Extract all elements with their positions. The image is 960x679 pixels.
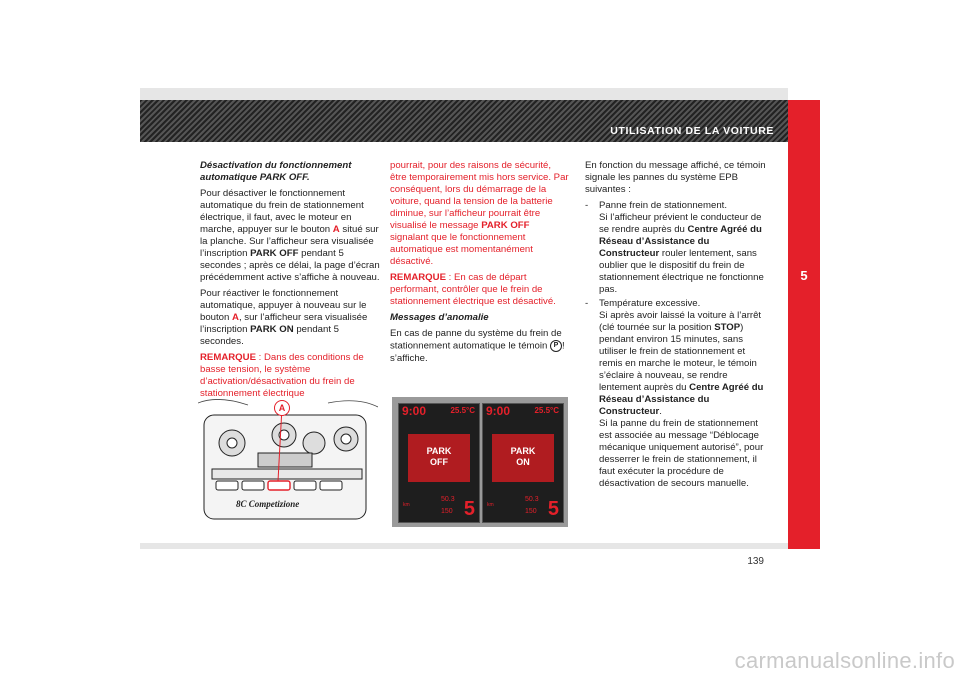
- trip-value: 50.3: [525, 496, 539, 503]
- temperature: 25.5°C: [534, 406, 559, 415]
- page-number: 139: [747, 556, 764, 567]
- bullet-dash: -: [585, 298, 589, 309]
- watermark: carmanualsonline.info: [734, 648, 955, 673]
- text: Pour réactiver le fonctionnement automatique, appuyer à nouveau sur le bouton: [200, 288, 367, 323]
- note-paragraph-2: [390, 272, 570, 308]
- text: .: [659, 406, 662, 417]
- text: ) pendant environ 15 minutes, sans utiliser le frein de stationnement et remis en marche le moteur, le témoin s’éclaire à nouveau, se rendre lentement auprès du: [599, 322, 757, 393]
- text: En cas de panne du système du frein de stationnement automatique le témoin: [390, 328, 562, 352]
- section-header: [140, 100, 788, 142]
- list-item-text: Si la panne du frein de stationnement est associée au message “Déblocage mécanique uniquement autorisé”, pour desserrer le frein de stationnement, il faut exécuter la procédure de désactivation de secours manuelle.: [599, 418, 764, 489]
- note-continued: [390, 160, 570, 268]
- gear-indicator: 5: [547, 498, 559, 520]
- display-park-off: [398, 403, 480, 523]
- text: pourrait, pour des raisons de sécurité, être temporairement mis hors service. Par conséquent, lors du démarrage de la voiture, quand la tension de la batterie diminue, sur l’afficheur pourrait être visualisé le message: [390, 160, 569, 231]
- paragraph-reactivate: [200, 288, 380, 348]
- bullet-dash: -: [585, 200, 589, 211]
- text: rouler lentement, sans oublier que le dispositif du frein de stationnement électrique ne fonctionne pas.: [599, 248, 764, 295]
- chapter-tab: [788, 100, 820, 549]
- gear-indicator: 5: [463, 498, 475, 520]
- park-label: PARK OFF: [481, 220, 530, 231]
- text: Si l’afficheur prévient le conducteur de se rendre auprès du: [599, 212, 762, 235]
- paragraph-deactivate: [200, 188, 380, 284]
- text: pendant 5 secondes.: [200, 324, 340, 347]
- note-label: REMARQUE: [390, 272, 446, 283]
- text: signalant que le fonctionnement automatique est momentanément désactivé.: [390, 232, 533, 267]
- trip-value: 50.3: [441, 496, 455, 503]
- text: ! s’affiche.: [390, 340, 565, 364]
- center-console-illustration: [198, 395, 378, 531]
- stop-label: STOP: [714, 322, 741, 333]
- message-line-1: PARK: [426, 446, 452, 456]
- top-margin-band: [140, 88, 788, 100]
- odometer-value: 150: [525, 508, 537, 515]
- note-paragraph: [200, 352, 380, 400]
- note-label: REMARQUE: [200, 352, 256, 363]
- park-label: PARK OFF: [250, 248, 299, 259]
- text-column-1: [200, 160, 380, 404]
- subheading-anomalies: Messages d’anomalie: [390, 312, 489, 323]
- list-item-title: Température excessive.: [599, 298, 701, 309]
- temperature: 25.5°C: [450, 406, 475, 415]
- paragraph-intro: En fonction du message affiché, ce témoin signale les pannes du système EPB suivantes :: [585, 160, 766, 195]
- display-screens-figure: [392, 397, 568, 527]
- text-column-2: [390, 160, 570, 369]
- list-item: [585, 298, 770, 490]
- text: , sur l’afficheur sera visualisée l’inscription: [200, 312, 368, 335]
- brand-logo: 8C Competizione: [236, 499, 300, 509]
- text: Pour désactiver le fonctionnement automatique du frein de stationnement électrique, il faut, avec le moteur en marche, appuyer sur le bouton: [200, 188, 364, 235]
- dealer-ref: Centre Agréé du Réseau d’Assistance du Constructeur: [599, 224, 762, 259]
- section-title: UTILISATION DE LA VOITURE: [610, 125, 774, 137]
- text-column-3: [585, 160, 770, 490]
- list-item-title: Panne frein de stationnement.: [599, 200, 728, 211]
- park-message: [408, 434, 470, 482]
- list-item-body: [599, 200, 770, 296]
- message-line-2: OFF: [430, 457, 448, 467]
- key-ref: A: [332, 224, 340, 235]
- message-line-1: PARK: [510, 446, 536, 456]
- unit-label: km: [403, 502, 410, 508]
- unit-label: km: [487, 502, 494, 508]
- clock: 9:00: [486, 404, 511, 418]
- dealer-ref: Centre Agréé du Réseau d’Assistance du Constructeur: [599, 382, 764, 417]
- odometer-value: 150: [441, 508, 453, 515]
- list-item-body: [599, 298, 770, 490]
- list-item: [585, 200, 770, 296]
- chapter-number: 5: [800, 268, 808, 283]
- message-line-2: ON: [516, 457, 530, 467]
- display-park-on: [482, 403, 564, 523]
- note-text: : En cas de départ performant, contrôler que le frein de stationnement électrique est désactivé.: [390, 272, 556, 307]
- text: situé sur la planche. Sur l’afficheur sera visualisée l’inscription: [200, 224, 379, 259]
- callout-a: A: [274, 400, 290, 416]
- list-item-text: [599, 212, 770, 296]
- park-label: PARK ON: [250, 324, 294, 335]
- section-heading: Désactivation du fonctionnement automatique PARK OFF.: [200, 160, 352, 183]
- text: Si après avoir laissé la voiture à l’arrêt (clé tournée sur la position: [599, 310, 762, 333]
- list-item-text: [599, 310, 770, 418]
- key-ref: A: [232, 312, 239, 323]
- park-message: [492, 434, 554, 482]
- paragraph-anomalies: [390, 328, 570, 365]
- clock: 9:00: [402, 404, 427, 418]
- note-text: : Dans des conditions de basse tension, le système d’activation/désactivation du frein de stationnement électrique: [200, 352, 364, 399]
- text: pendant 5 secondes ; après ce délai, la page d’écran précédemment active s’affiche à nouveau.: [200, 248, 380, 283]
- parking-brake-warning-icon: P: [550, 340, 562, 352]
- bottom-margin-band: [140, 543, 788, 549]
